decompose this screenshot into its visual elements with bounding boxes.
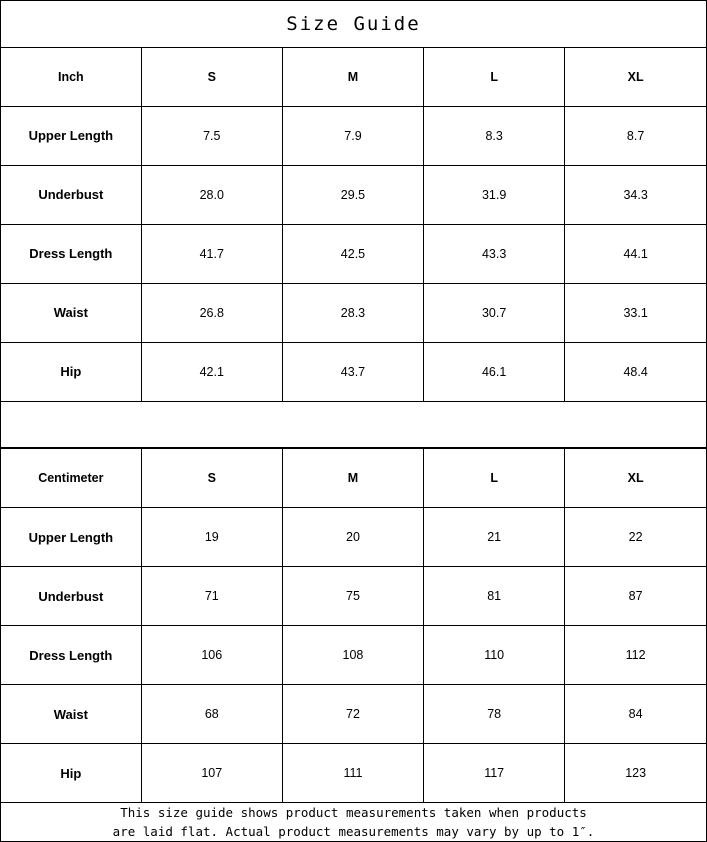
table-header-row xyxy=(1,47,706,106)
column-header-m: M xyxy=(282,449,423,508)
cell-l: 117 xyxy=(424,744,565,803)
row-label: Waist xyxy=(1,283,141,342)
column-header-l: L xyxy=(424,47,565,106)
table-header-row xyxy=(1,449,706,508)
centimeter-size-table xyxy=(1,448,706,803)
row-label: Upper Length xyxy=(1,508,141,567)
cell-m: 28.3 xyxy=(282,283,423,342)
table-separator xyxy=(1,402,706,449)
cell-l: 31.9 xyxy=(424,165,565,224)
table-row xyxy=(1,567,706,626)
cell-l: 46.1 xyxy=(424,342,565,401)
column-header-xl: XL xyxy=(565,47,706,106)
cell-m: 20 xyxy=(282,508,423,567)
cell-xl: 44.1 xyxy=(565,224,706,283)
cell-m: 75 xyxy=(282,567,423,626)
cell-xl: 84 xyxy=(565,685,706,744)
row-label: Underbust xyxy=(1,567,141,626)
cell-l: 81 xyxy=(424,567,565,626)
cell-l: 21 xyxy=(424,508,565,567)
cell-xl: 22 xyxy=(565,508,706,567)
cell-l: 30.7 xyxy=(424,283,565,342)
row-label: Waist xyxy=(1,685,141,744)
cell-l: 8.3 xyxy=(424,106,565,165)
cell-l: 43.3 xyxy=(424,224,565,283)
cell-s: 68 xyxy=(141,685,282,744)
cell-m: 72 xyxy=(282,685,423,744)
row-label: Underbust xyxy=(1,165,141,224)
row-label: Hip xyxy=(1,342,141,401)
cell-m: 111 xyxy=(282,744,423,803)
row-label: Dress Length xyxy=(1,626,141,685)
inch-size-table xyxy=(1,47,706,402)
column-header-l: L xyxy=(424,449,565,508)
cell-s: 26.8 xyxy=(141,283,282,342)
cell-s: 7.5 xyxy=(141,106,282,165)
table-row xyxy=(1,626,706,685)
cell-m: 108 xyxy=(282,626,423,685)
cell-xl: 48.4 xyxy=(565,342,706,401)
table-row xyxy=(1,283,706,342)
cell-l: 78 xyxy=(424,685,565,744)
table-row xyxy=(1,342,706,401)
column-header-m: M xyxy=(282,47,423,106)
cell-s: 42.1 xyxy=(141,342,282,401)
column-header-unit: Inch xyxy=(1,47,141,106)
cell-s: 107 xyxy=(141,744,282,803)
footer-note xyxy=(1,803,706,841)
cell-s: 28.0 xyxy=(141,165,282,224)
cell-m: 7.9 xyxy=(282,106,423,165)
cell-xl: 8.7 xyxy=(565,106,706,165)
table-row xyxy=(1,224,706,283)
row-label: Upper Length xyxy=(1,106,141,165)
column-header-unit: Centimeter xyxy=(1,449,141,508)
cell-s: 71 xyxy=(141,567,282,626)
row-label: Dress Length xyxy=(1,224,141,283)
cell-s: 19 xyxy=(141,508,282,567)
cell-xl: 123 xyxy=(565,744,706,803)
cell-xl: 33.1 xyxy=(565,283,706,342)
footer-line-2: are laid flat. Actual product measurements may vary by up to 1″. xyxy=(112,824,595,839)
column-header-s: S xyxy=(141,449,282,508)
cell-xl: 87 xyxy=(565,567,706,626)
table-row xyxy=(1,106,706,165)
cell-m: 42.5 xyxy=(282,224,423,283)
table-row xyxy=(1,744,706,803)
cell-s: 106 xyxy=(141,626,282,685)
cell-s: 41.7 xyxy=(141,224,282,283)
table-row xyxy=(1,508,706,567)
page-title: Size Guide xyxy=(286,12,421,35)
table-row xyxy=(1,165,706,224)
table-row xyxy=(1,685,706,744)
cell-xl: 34.3 xyxy=(565,165,706,224)
column-header-xl: XL xyxy=(565,449,706,508)
cell-m: 43.7 xyxy=(282,342,423,401)
footer-line-1: This size guide shows product measurements taken when products xyxy=(120,805,587,820)
cell-l: 110 xyxy=(424,626,565,685)
cell-xl: 112 xyxy=(565,626,706,685)
column-header-s: S xyxy=(141,47,282,106)
cell-m: 29.5 xyxy=(282,165,423,224)
row-label: Hip xyxy=(1,744,141,803)
